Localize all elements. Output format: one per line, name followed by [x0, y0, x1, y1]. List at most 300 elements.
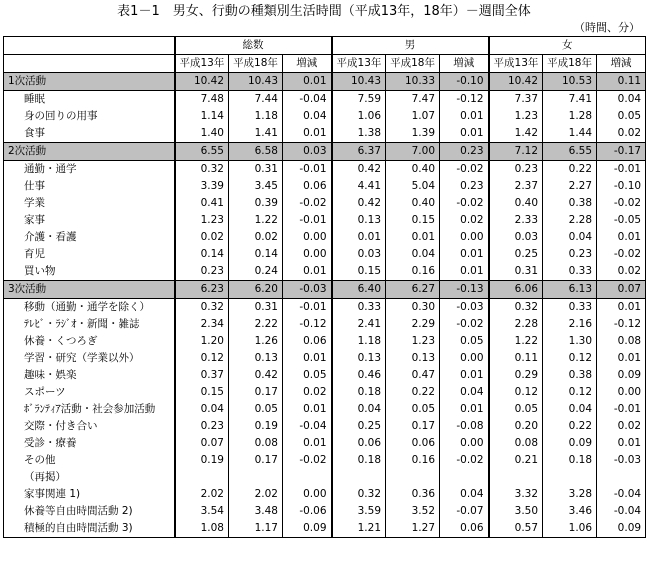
- table-row: [4, 486, 646, 503]
- cell-value: 1.23: [386, 333, 440, 350]
- header-col-h13: 平成13年: [332, 55, 386, 73]
- cell-value: -0.01: [283, 212, 332, 229]
- header-blank: [4, 55, 175, 73]
- cell-value: 7.48: [175, 91, 229, 109]
- cell-value: 6.37: [332, 143, 386, 161]
- cell-value: 0.31: [489, 263, 543, 281]
- cell-value: 0.19: [175, 452, 229, 469]
- cell-value: 0.02: [440, 212, 489, 229]
- cell-value: [386, 469, 440, 486]
- cell-value: 0.03: [283, 143, 332, 161]
- cell-value: 0.31: [229, 299, 283, 317]
- table-row: [4, 299, 646, 317]
- cell-value: 0.18: [332, 452, 386, 469]
- cell-value: 0.15: [386, 212, 440, 229]
- cell-value: 0.01: [283, 263, 332, 281]
- table-row: [4, 384, 646, 401]
- cell-value: -0.02: [440, 452, 489, 469]
- cell-value: 0.22: [543, 418, 597, 435]
- cell-value: 0.23: [489, 161, 543, 179]
- cell-value: 0.01: [386, 229, 440, 246]
- cell-value: 2.28: [543, 212, 597, 229]
- cell-value: 7.37: [489, 91, 543, 109]
- cell-value: 0.00: [283, 246, 332, 263]
- cell-value: 0.23: [175, 418, 229, 435]
- row-label: 休養・くつろぎ: [4, 333, 175, 350]
- row-label: 買い物: [4, 263, 175, 281]
- cell-value: 2.41: [332, 316, 386, 333]
- cell-value: 1.41: [229, 125, 283, 143]
- cell-value: 0.40: [386, 195, 440, 212]
- table-row: [4, 435, 646, 452]
- table-row: [4, 125, 646, 143]
- row-label: 家事関連 1): [4, 486, 175, 503]
- cell-value: 0.23: [175, 263, 229, 281]
- cell-value: 0.18: [332, 384, 386, 401]
- header-group-male: 男: [332, 37, 489, 55]
- row-label: 移動（通勤・通学を除く）: [4, 299, 175, 317]
- cell-value: 0.11: [489, 350, 543, 367]
- row-label: 通勤・通学: [4, 161, 175, 179]
- unit-label: （時間、分）: [574, 21, 640, 34]
- row-label: 2次活動: [4, 143, 175, 161]
- row-label: 学業: [4, 195, 175, 212]
- row-label: 睡眠: [4, 91, 175, 109]
- cell-value: 1.22: [229, 212, 283, 229]
- row-label: ﾃﾚﾋﾞ・ﾗｼﾞｵ・新聞・雑誌: [4, 316, 175, 333]
- cell-value: 2.33: [489, 212, 543, 229]
- cell-value: 2.29: [386, 316, 440, 333]
- table-row: [4, 263, 646, 281]
- table-title: 表1－1 男女、行動の種類別生活時間（平成13年，18年）－週間全体: [117, 4, 531, 19]
- cell-value: [543, 469, 597, 486]
- cell-value: 10.42: [489, 73, 543, 91]
- cell-value: -0.08: [440, 418, 489, 435]
- cell-value: -0.02: [440, 195, 489, 212]
- table-row: [4, 367, 646, 384]
- cell-value: 0.01: [283, 350, 332, 367]
- cell-value: 0.12: [175, 350, 229, 367]
- cell-value: 0.01: [597, 350, 646, 367]
- row-label: その他: [4, 452, 175, 469]
- table-row: [4, 246, 646, 263]
- cell-value: 3.48: [229, 503, 283, 520]
- table-section-row: [4, 73, 646, 91]
- cell-value: -0.02: [440, 316, 489, 333]
- cell-value: 0.01: [597, 299, 646, 317]
- cell-value: 0.06: [283, 333, 332, 350]
- cell-value: 0.04: [543, 229, 597, 246]
- header-col-h18: 平成18年: [229, 55, 283, 73]
- cell-value: 1.28: [543, 108, 597, 125]
- cell-value: 0.06: [386, 435, 440, 452]
- cell-value: 0.25: [489, 246, 543, 263]
- cell-value: 7.47: [386, 91, 440, 109]
- cell-value: 0.23: [440, 143, 489, 161]
- cell-value: 10.43: [229, 73, 283, 91]
- cell-value: 0.01: [283, 435, 332, 452]
- cell-value: -0.02: [597, 195, 646, 212]
- header-group-female: 女: [489, 37, 646, 55]
- cell-value: 0.05: [229, 401, 283, 418]
- cell-value: 1.07: [386, 108, 440, 125]
- cell-value: 1.20: [175, 333, 229, 350]
- cell-value: 5.04: [386, 178, 440, 195]
- cell-value: 0.16: [386, 263, 440, 281]
- table-row: [4, 108, 646, 125]
- cell-value: 0.47: [386, 367, 440, 384]
- cell-value: 1.23: [175, 212, 229, 229]
- cell-value: 0.04: [283, 108, 332, 125]
- header-group-row: [4, 37, 646, 55]
- cell-value: [440, 469, 489, 486]
- cell-value: 0.42: [332, 195, 386, 212]
- cell-value: 6.55: [175, 143, 229, 161]
- cell-value: -0.02: [597, 246, 646, 263]
- cell-value: 0.38: [543, 367, 597, 384]
- cell-value: -0.17: [597, 143, 646, 161]
- cell-value: [283, 469, 332, 486]
- cell-value: 0.14: [229, 246, 283, 263]
- cell-value: 0.15: [332, 263, 386, 281]
- cell-value: 3.52: [386, 503, 440, 520]
- cell-value: [229, 469, 283, 486]
- cell-value: 2.16: [543, 316, 597, 333]
- cell-value: 0.05: [386, 401, 440, 418]
- cell-value: 0.01: [283, 401, 332, 418]
- cell-value: 1.18: [332, 333, 386, 350]
- cell-value: 0.18: [543, 452, 597, 469]
- header-group-total: 総数: [175, 37, 332, 55]
- cell-value: 2.34: [175, 316, 229, 333]
- cell-value: 1.44: [543, 125, 597, 143]
- cell-value: 7.12: [489, 143, 543, 161]
- cell-value: 0.04: [386, 246, 440, 263]
- table-row: [4, 401, 646, 418]
- header-col-row: [4, 55, 646, 73]
- cell-value: 1.14: [175, 108, 229, 125]
- cell-value: 0.09: [283, 520, 332, 538]
- cell-value: 0.13: [386, 350, 440, 367]
- table-row: [4, 178, 646, 195]
- cell-value: 2.22: [229, 316, 283, 333]
- cell-value: [489, 469, 543, 486]
- cell-value: 0.04: [440, 486, 489, 503]
- cell-value: 3.32: [489, 486, 543, 503]
- row-label: 趣味・娯楽: [4, 367, 175, 384]
- cell-value: 0.00: [283, 229, 332, 246]
- cell-value: 0.06: [332, 435, 386, 452]
- cell-value: 2.27: [543, 178, 597, 195]
- cell-value: -0.02: [440, 161, 489, 179]
- header-blank: [4, 37, 175, 55]
- table-row: [4, 229, 646, 246]
- cell-value: 3.59: [332, 503, 386, 520]
- cell-value: 1.22: [489, 333, 543, 350]
- cell-value: 0.01: [283, 125, 332, 143]
- cell-value: 1.18: [229, 108, 283, 125]
- cell-value: 0.08: [489, 435, 543, 452]
- cell-value: 0.40: [386, 161, 440, 179]
- cell-value: 0.02: [597, 418, 646, 435]
- table-row: [4, 520, 646, 538]
- cell-value: -0.03: [283, 281, 332, 299]
- cell-value: 0.25: [332, 418, 386, 435]
- cell-value: 0.02: [597, 263, 646, 281]
- row-label: 学習・研究（学業以外）: [4, 350, 175, 367]
- table-row: [4, 350, 646, 367]
- row-label: 1次活動: [4, 73, 175, 91]
- cell-value: 0.09: [543, 435, 597, 452]
- cell-value: 0.03: [489, 229, 543, 246]
- cell-value: 6.55: [543, 143, 597, 161]
- header-col-h18: 平成18年: [386, 55, 440, 73]
- cell-value: -0.03: [597, 452, 646, 469]
- cell-value: 1.39: [386, 125, 440, 143]
- row-label: 3次活動: [4, 281, 175, 299]
- cell-value: 0.24: [229, 263, 283, 281]
- cell-value: -0.12: [440, 91, 489, 109]
- cell-value: 0.04: [440, 384, 489, 401]
- cell-value: -0.06: [283, 503, 332, 520]
- cell-value: 7.44: [229, 91, 283, 109]
- cell-value: 0.33: [543, 299, 597, 317]
- cell-value: 0.41: [175, 195, 229, 212]
- cell-value: 1.38: [332, 125, 386, 143]
- cell-value: 2.02: [175, 486, 229, 503]
- cell-value: 7.41: [543, 91, 597, 109]
- cell-value: 2.02: [229, 486, 283, 503]
- cell-value: 0.16: [386, 452, 440, 469]
- table-row: [4, 212, 646, 229]
- cell-value: 0.33: [332, 299, 386, 317]
- row-label: 育児: [4, 246, 175, 263]
- cell-value: 0.23: [440, 178, 489, 195]
- cell-value: 0.08: [597, 333, 646, 350]
- cell-value: 2.37: [489, 178, 543, 195]
- cell-value: 0.12: [489, 384, 543, 401]
- row-label: 積極的自由時間活動 3): [4, 520, 175, 538]
- cell-value: 0.37: [175, 367, 229, 384]
- cell-value: 0.29: [489, 367, 543, 384]
- cell-value: 4.41: [332, 178, 386, 195]
- row-label: 身の回りの用事: [4, 108, 175, 125]
- cell-value: 6.13: [543, 281, 597, 299]
- cell-value: 0.17: [229, 452, 283, 469]
- cell-value: 0.38: [543, 195, 597, 212]
- cell-value: 0.11: [597, 73, 646, 91]
- cell-value: 10.42: [175, 73, 229, 91]
- cell-value: 0.32: [175, 161, 229, 179]
- cell-value: 0.57: [489, 520, 543, 538]
- cell-value: 6.20: [229, 281, 283, 299]
- cell-value: 1.30: [543, 333, 597, 350]
- cell-value: 6.40: [332, 281, 386, 299]
- cell-value: 10.43: [332, 73, 386, 91]
- row-label: 介護・看護: [4, 229, 175, 246]
- cell-value: 0.01: [440, 367, 489, 384]
- cell-value: -0.10: [440, 73, 489, 91]
- cell-value: 0.22: [386, 384, 440, 401]
- cell-value: 0.09: [597, 520, 646, 538]
- cell-value: 0.13: [332, 350, 386, 367]
- cell-value: 3.50: [489, 503, 543, 520]
- cell-value: 0.33: [543, 263, 597, 281]
- table-row: [4, 418, 646, 435]
- row-label: 仕事: [4, 178, 175, 195]
- cell-value: 0.01: [440, 125, 489, 143]
- cell-value: 7.00: [386, 143, 440, 161]
- cell-value: -0.01: [283, 161, 332, 179]
- table-section-row: [4, 281, 646, 299]
- cell-value: 0.03: [332, 246, 386, 263]
- cell-value: 0.01: [440, 108, 489, 125]
- cell-value: [175, 469, 229, 486]
- header-col-h18: 平成18年: [543, 55, 597, 73]
- cell-value: 0.20: [489, 418, 543, 435]
- cell-value: 0.39: [229, 195, 283, 212]
- cell-value: 0.40: [489, 195, 543, 212]
- cell-value: 0.04: [175, 401, 229, 418]
- cell-value: 0.05: [283, 367, 332, 384]
- cell-value: 1.23: [489, 108, 543, 125]
- cell-value: -0.10: [597, 178, 646, 195]
- table-row: [4, 91, 646, 109]
- cell-value: 0.07: [175, 435, 229, 452]
- cell-value: -0.13: [440, 281, 489, 299]
- table-row: [4, 161, 646, 179]
- cell-value: 0.32: [332, 486, 386, 503]
- cell-value: 6.06: [489, 281, 543, 299]
- cell-value: -0.01: [597, 161, 646, 179]
- cell-value: -0.04: [283, 91, 332, 109]
- cell-value: 0.19: [229, 418, 283, 435]
- cell-value: 7.59: [332, 91, 386, 109]
- cell-value: 1.42: [489, 125, 543, 143]
- table-row: [4, 333, 646, 350]
- cell-value: 0.01: [440, 401, 489, 418]
- cell-value: 0.04: [543, 401, 597, 418]
- header-col-change: 増減: [440, 55, 489, 73]
- cell-value: -0.01: [283, 299, 332, 317]
- cell-value: 3.39: [175, 178, 229, 195]
- cell-value: 1.27: [386, 520, 440, 538]
- row-label: 家事: [4, 212, 175, 229]
- cell-value: 0.30: [386, 299, 440, 317]
- cell-value: 3.54: [175, 503, 229, 520]
- row-label: スポーツ: [4, 384, 175, 401]
- cell-value: 0.32: [175, 299, 229, 317]
- cell-value: 0.22: [543, 161, 597, 179]
- cell-value: 0.05: [597, 108, 646, 125]
- cell-value: 0.23: [543, 246, 597, 263]
- cell-value: 0.46: [332, 367, 386, 384]
- cell-value: 10.53: [543, 73, 597, 91]
- cell-value: -0.02: [283, 195, 332, 212]
- table-row: [4, 452, 646, 469]
- cell-value: 0.13: [332, 212, 386, 229]
- cell-value: 0.06: [283, 178, 332, 195]
- row-label: （再掲）: [4, 469, 175, 486]
- cell-value: -0.02: [283, 452, 332, 469]
- cell-value: 0.17: [386, 418, 440, 435]
- cell-value: 2.28: [489, 316, 543, 333]
- cell-value: 0.01: [597, 229, 646, 246]
- cell-value: 1.26: [229, 333, 283, 350]
- cell-value: 0.01: [283, 73, 332, 91]
- cell-value: 0.04: [597, 91, 646, 109]
- cell-value: 6.23: [175, 281, 229, 299]
- cell-value: 6.58: [229, 143, 283, 161]
- cell-value: 0.02: [175, 229, 229, 246]
- cell-value: 0.00: [597, 384, 646, 401]
- cell-value: 0.32: [489, 299, 543, 317]
- cell-value: 3.28: [543, 486, 597, 503]
- row-label: 休養等自由時間活動 2): [4, 503, 175, 520]
- cell-value: 0.17: [229, 384, 283, 401]
- cell-value: 0.31: [229, 161, 283, 179]
- table-row: [4, 195, 646, 212]
- cell-value: 0.42: [229, 367, 283, 384]
- cell-value: 0.01: [440, 246, 489, 263]
- cell-value: 0.02: [597, 125, 646, 143]
- cell-value: 0.08: [229, 435, 283, 452]
- cell-value: 10.33: [386, 73, 440, 91]
- cell-value: 0.04: [332, 401, 386, 418]
- cell-value: 0.02: [229, 229, 283, 246]
- cell-value: -0.01: [597, 401, 646, 418]
- cell-value: 0.21: [489, 452, 543, 469]
- cell-value: 1.17: [229, 520, 283, 538]
- row-label: 交際・付き合い: [4, 418, 175, 435]
- cell-value: 0.13: [229, 350, 283, 367]
- cell-value: [332, 469, 386, 486]
- cell-value: 1.40: [175, 125, 229, 143]
- cell-value: 1.06: [332, 108, 386, 125]
- table-row: [4, 469, 646, 486]
- cell-value: 0.01: [332, 229, 386, 246]
- cell-value: 0.06: [440, 520, 489, 538]
- cell-value: 0.01: [597, 435, 646, 452]
- header-col-change: 増減: [283, 55, 332, 73]
- header-col-change: 増減: [597, 55, 646, 73]
- cell-value: -0.07: [440, 503, 489, 520]
- cell-value: 0.12: [543, 350, 597, 367]
- cell-value: 0.07: [597, 281, 646, 299]
- cell-value: 3.46: [543, 503, 597, 520]
- cell-value: 0.14: [175, 246, 229, 263]
- cell-value: 6.27: [386, 281, 440, 299]
- cell-value: 1.06: [543, 520, 597, 538]
- table-row: [4, 503, 646, 520]
- cell-value: 0.01: [440, 263, 489, 281]
- cell-value: -0.12: [597, 316, 646, 333]
- cell-value: 1.08: [175, 520, 229, 538]
- cell-value: 0.00: [440, 350, 489, 367]
- cell-value: 0.00: [283, 486, 332, 503]
- row-label: 受診・療養: [4, 435, 175, 452]
- cell-value: 0.05: [440, 333, 489, 350]
- cell-value: 0.12: [543, 384, 597, 401]
- header-col-h13: 平成13年: [175, 55, 229, 73]
- cell-value: 0.00: [440, 435, 489, 452]
- cell-value: 0.09: [597, 367, 646, 384]
- time-use-table: [3, 36, 646, 538]
- cell-value: 0.05: [489, 401, 543, 418]
- cell-value: -0.12: [283, 316, 332, 333]
- table-row: [4, 316, 646, 333]
- cell-value: 1.21: [332, 520, 386, 538]
